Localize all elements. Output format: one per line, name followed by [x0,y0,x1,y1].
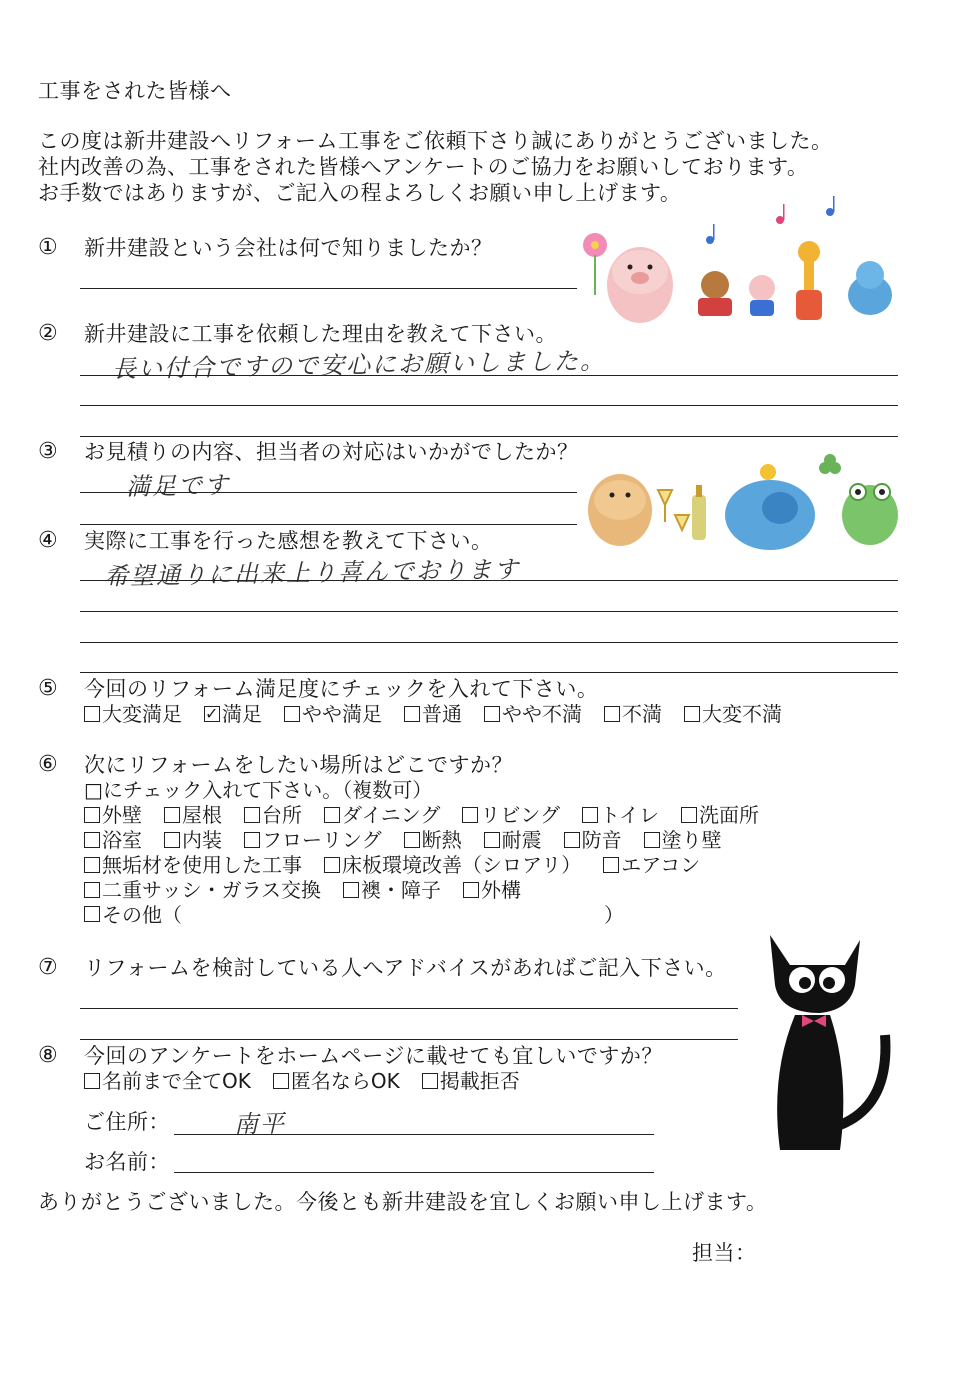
q6-question: 次にリフォームをしたい場所はどこですか？ [84,753,513,777]
option[interactable] [681,802,759,828]
option-label: 匿名ならOK [290,1069,400,1093]
q8-publish-options [84,1068,542,1094]
checkbox[interactable] [164,832,180,848]
option-label: フローリング [262,828,382,852]
address-handwritten-value: 南平 [233,1109,287,1139]
option[interactable] [422,1068,520,1094]
option[interactable] [484,827,542,853]
q4-answer-line-2[interactable] [80,611,898,612]
option[interactable] [273,1068,400,1094]
checkbox[interactable] [684,706,700,722]
frog-icon [842,484,898,545]
checkbox[interactable] [422,1073,438,1089]
option-label: 二重サッシ・ガラス交換 [102,878,321,902]
greeting: 工事をされた皆様へ [38,79,232,103]
intro-line-1: この度は新井建設へリフォーム工事をご依頼下さり誠にありがとうございました。 [38,129,833,153]
dog-elephant-frog-illustration [580,450,910,560]
giraffe-icon [796,241,822,320]
checkbox[interactable] [582,807,598,823]
checkbox[interactable] [681,807,697,823]
q2-handwritten-answer: 長い付合ですので安心にお願いしました。 [111,346,607,384]
checkbox[interactable] [564,832,580,848]
checkbox-checked[interactable] [204,706,220,722]
option[interactable] [604,701,662,727]
option-label: 塗り壁 [661,828,722,852]
option-label: 台所 [262,803,302,827]
q6-instruction: □にチェック入れて下さい。（複数可） [84,778,433,802]
q3-answer-line-2[interactable] [80,524,577,525]
checkbox[interactable] [343,882,359,898]
option-label: やや満足 [302,702,382,726]
option-label: 満足 [222,702,262,726]
option[interactable] [343,877,441,903]
q7-answer-line-2[interactable] [80,1039,738,1040]
checkbox[interactable] [84,906,100,922]
checkbox[interactable] [244,807,260,823]
option[interactable] [462,802,560,828]
checkbox[interactable] [84,807,100,823]
option[interactable] [84,701,182,727]
staff-label: 担当： [692,1241,757,1265]
q6-other-close: ） [604,903,624,927]
checkbox[interactable] [404,832,420,848]
option[interactable] [164,802,222,828]
clover-icon [819,454,841,474]
address-line[interactable] [174,1134,654,1135]
q4-answer-line-3[interactable] [80,642,898,643]
checkbox[interactable] [324,857,340,873]
option-label: 襖・障子 [361,878,441,902]
q4-answer-line-4[interactable] [80,672,898,673]
option-label: 名前まで全てOK [102,1069,251,1093]
checkbox[interactable] [164,807,180,823]
q6-option-row [84,852,722,878]
q6-other-option[interactable] [84,902,182,928]
option[interactable] [404,827,462,853]
option[interactable] [84,877,321,903]
bird-icon [760,464,776,480]
dog-icon [588,474,652,546]
intro-line-3: お手数ではありますが、ご記入の程よろしくお願い申し上げます。 [38,181,682,205]
music-note-icon [706,196,835,244]
option-label: ダイニング [342,803,441,827]
option[interactable] [564,827,622,853]
option[interactable] [164,827,222,853]
checkbox[interactable] [244,832,260,848]
checkbox[interactable] [84,882,100,898]
q2-answer-line-2[interactable] [80,405,898,406]
checkbox[interactable] [463,882,479,898]
option[interactable] [582,802,659,828]
black-cat-illustration [750,925,900,1165]
q8-question: 今回のアンケートをホームページに載せても宜しいですか？ [84,1044,663,1068]
option[interactable] [84,802,142,828]
name-line[interactable] [174,1172,654,1173]
option-label: 大変不満 [702,702,782,726]
address-label: ご住所： [84,1110,170,1134]
q6-option-row [84,827,744,853]
q5-number: ⑤ [38,676,58,701]
pig-icon [607,247,673,323]
option-label: 内装 [182,828,222,852]
option-label: 防音 [581,828,622,852]
option[interactable] [84,827,142,853]
q4-answer-line-1[interactable] [80,580,898,581]
option-label: 床板環境改善（シロアリ） [342,853,582,877]
option-label: 普通 [422,702,462,726]
q3-question: お見積りの内容、担当者の対応はいかがでしたか？ [84,440,579,464]
q7-question: リフォームを検討している人へアドバイスがあればご記入下さい。 [84,956,727,980]
cat-icon [770,935,885,1150]
q3-handwritten-answer: 満足です [125,471,231,501]
checkbox[interactable] [484,706,500,722]
q7-number: ⑦ [38,955,58,980]
option[interactable] [84,852,302,878]
option-label: トイレ [600,803,660,827]
thanks-message: ありがとうございました。今後とも新井建設を宜しくお願い申し上げます。 [38,1190,768,1214]
q5-satisfaction-options [84,701,804,727]
wine-glass-icon [658,490,689,530]
option[interactable] [484,701,582,727]
option-label: エアコン [621,853,701,877]
flower-icon [583,233,607,295]
checkbox[interactable] [604,706,620,722]
intro-line-2: 社内改善の為、工事をされた皆様へアンケートのご協力をお願いしております。 [38,155,809,179]
name-label: お名前： [84,1150,170,1174]
option-label: 屋根 [182,803,222,827]
option-label: 大変満足 [102,702,182,726]
q3-answer-line-1[interactable] [80,492,577,493]
option[interactable] [244,802,302,828]
option[interactable] [84,1068,251,1094]
q2-answer-line-3[interactable] [80,436,898,437]
q6-option-row [84,802,781,828]
checkbox[interactable] [462,807,478,823]
bottle-icon [692,485,706,540]
checkbox[interactable] [324,807,340,823]
option[interactable] [603,852,700,878]
option[interactable] [463,877,521,903]
checkbox[interactable] [603,857,619,873]
q6-other-label: その他（ [102,903,182,927]
option-label: リビング [480,803,561,827]
q6-option-row [84,877,543,903]
q2-question: 新井建設に工事を依頼した理由を教えて下さい。 [84,322,557,346]
option-label: 外構 [481,878,521,902]
checkbox[interactable] [484,832,500,848]
animal-band-illustration [570,190,900,330]
q1-question: 新井建設という会社は何で知りましたか？ [84,236,493,260]
option-label: 断熱 [421,828,462,852]
checkbox[interactable] [644,832,660,848]
elephant-icon [725,480,815,550]
q5-question: 今回のリフォーム満足度にチェックを入れて下さい。 [84,677,599,701]
option[interactable] [404,701,462,727]
q4-question: 実際に工事を行った感想を教えて下さい。 [84,529,493,553]
checkbox[interactable] [284,706,300,722]
option-label: 無垢材を使用した工事 [102,853,302,877]
option-label: 外壁 [102,803,142,827]
checkbox[interactable] [84,706,100,722]
option[interactable] [324,802,440,828]
q4-handwritten-answer: 希望通りに出来上り喜んでおります [103,555,521,591]
q7-answer-line-1[interactable] [80,1008,738,1009]
option[interactable] [324,852,581,878]
option-label: 洗面所 [699,803,760,827]
q6-number: ⑥ [38,752,58,777]
option-label: 浴室 [102,828,142,852]
q2-answer-line-1[interactable] [80,375,898,376]
option[interactable] [644,827,722,853]
option-label: やや不満 [502,702,582,726]
q4-number: ④ [38,528,58,553]
checkbox[interactable] [84,1073,100,1089]
option[interactable] [204,701,262,727]
option[interactable] [244,827,382,853]
option-label: 耐震 [501,828,542,852]
checkbox[interactable] [84,857,100,873]
q8-number: ⑧ [38,1043,58,1068]
checkbox[interactable] [404,706,420,722]
music-note-icon [776,204,785,224]
option[interactable] [284,701,382,727]
q2-number: ② [38,321,58,346]
option-label: 不満 [622,702,662,726]
pig-guitarist-icon [749,275,775,316]
option[interactable] [684,701,782,727]
checkbox[interactable] [84,832,100,848]
elephant-icon [848,261,892,315]
checkbox[interactable] [273,1073,289,1089]
q1-answer-line[interactable] [80,288,577,289]
option-label: 掲載拒否 [439,1069,520,1093]
bear-drummer-icon [698,271,732,316]
q1-number: ① [38,235,58,260]
q3-number: ③ [38,439,58,464]
